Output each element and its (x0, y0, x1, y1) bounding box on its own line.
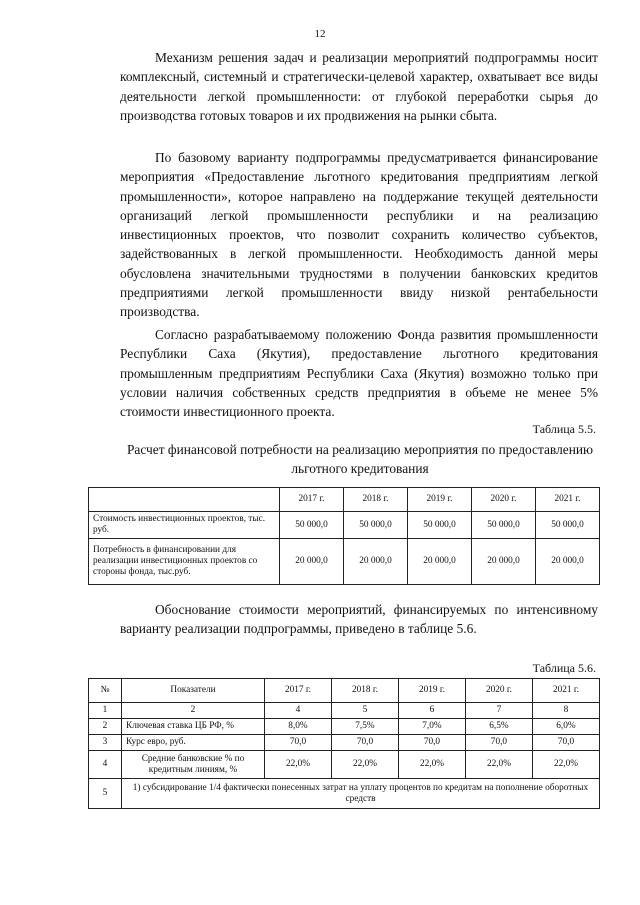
table-cell: 70,0 (532, 735, 599, 751)
table-cell: 6 (398, 703, 465, 719)
page-number: 12 (314, 28, 326, 40)
table-row (89, 512, 600, 539)
table-cell: 50 000,0 (472, 512, 536, 539)
table-row-label: Средние банковские % по кредитным линиям, % (122, 751, 265, 779)
table-cell: 7,0% (398, 719, 465, 735)
table-cell: 2 (122, 703, 265, 719)
table-cell: 7,5% (331, 719, 398, 735)
table-5-6-caption: Таблица 5.6. (532, 661, 596, 675)
table-row-label: Курс евро, руб. (122, 735, 265, 751)
table-cell: 20 000,0 (472, 539, 536, 585)
table-row-label: Стоимость инвестиционных проектов, тыс. руб. (89, 512, 280, 539)
table-cell: 22,0% (398, 751, 465, 779)
table-cell: 50 000,0 (344, 512, 408, 539)
table-cell: 5 (331, 703, 398, 719)
table-row-label: Ключевая ставка ЦБ РФ, % (122, 719, 265, 735)
table-header-year: 2018 г. (344, 488, 408, 512)
table-cell: 8,0% (265, 719, 332, 735)
table-header-year: 2019 г. (398, 679, 465, 703)
table-cell: 70,0 (265, 735, 332, 751)
table-5-6 (88, 678, 600, 809)
table-row (89, 751, 600, 779)
table-cell: 8 (532, 703, 599, 719)
table-header-year: 2018 г. (331, 679, 398, 703)
table-cell: 3 (89, 735, 122, 751)
table-merged-cell: 1) субсидирование 1/4 фактически понесенных затрат на уплату процентов по кредитам на пополнение оборотных средств (122, 779, 600, 809)
table-header-year: 2020 г. (465, 679, 532, 703)
table-cell: 50 000,0 (536, 512, 600, 539)
table-5-5 (88, 487, 600, 585)
table-cell: 20 000,0 (536, 539, 600, 585)
paragraph-fund-regulation: Согласно разрабатываемому положению Фонда развития промышленности Республики Саха (Якутия), предоставление льготного кредитования промышленным предприятиям Республики Саха (Якутия) возможно только при условии наличия собственных средств предприятия в объеме не менее 5% стоимости инвестиционного проекта. (120, 327, 598, 420)
table-cell: 70,0 (465, 735, 532, 751)
table-cell: 4 (265, 703, 332, 719)
table-cell: 20 000,0 (344, 539, 408, 585)
paragraph-mechanism: Механизм решения задач и реализации мероприятий подпрограммы носит комплексный, системный и стратегически-целевой характер, охватывает все виды деятельности легкой промышленности: от глубокой переработки сырья до производства готовых товаров и их продвижения на рынки сбыта. (120, 50, 598, 123)
table-row-label: Потребность в финансировании для реализации инвестиционных проектов со стороны фонда, тыс.руб. (89, 539, 280, 585)
table-cell: 50 000,0 (408, 512, 472, 539)
table-cell: 6,0% (532, 719, 599, 735)
table-header-year: 2020 г. (472, 488, 536, 512)
paragraph-intensive-variant: Обоснование стоимости мероприятий, финансируемых по интенсивному варианту реализации подпрограммы, приведено в таблице 5.6. (120, 602, 598, 637)
table-header-year: 2017 г. (280, 488, 344, 512)
table-5-5-title: Расчет финансовой потребности на реализацию мероприятия по предоставлению льготного кредитования (126, 442, 594, 476)
table-header-year: 2021 г. (532, 679, 599, 703)
table-cell: 20 000,0 (280, 539, 344, 585)
table-cell: 6,5% (465, 719, 532, 735)
table-header-year: 2021 г. (536, 488, 600, 512)
table-cell: 22,0% (331, 751, 398, 779)
table-cell: 22,0% (465, 751, 532, 779)
table-row (89, 679, 600, 703)
table-cell: 2 (89, 719, 122, 735)
table-row (89, 703, 600, 719)
paragraph-base-variant: По базовому варианту подпрограммы предусматривается финансирование мероприятия «Предоставление льготного кредитования предприятиям легкой промышленности», которое направлено на поддержание текущей деятельности организаций легкой промышленности республики и на реализацию инвестиционных проектов, что позволит сохранить количество субъектов, задействованных в легкой промышленности. Необходимость данной меры обусловлена значительными трудностями в получении банковских кредитов предприятиями легкой промышленности ввиду низкой рентабельности производства. (120, 150, 598, 320)
table-cell: 70,0 (331, 735, 398, 751)
table-cell (89, 488, 280, 512)
table-row (89, 539, 600, 585)
table-row (89, 735, 600, 751)
table-header-number: № (89, 679, 122, 703)
table-cell: 7 (465, 703, 532, 719)
table-row (89, 488, 600, 512)
table-5-5-caption: Таблица 5.5. (532, 422, 596, 436)
table-cell: 5 (89, 779, 122, 809)
table-cell: 20 000,0 (408, 539, 472, 585)
table-cell: 22,0% (265, 751, 332, 779)
table-row (89, 779, 600, 809)
table-cell: 22,0% (532, 751, 599, 779)
table-header-year: 2017 г. (265, 679, 332, 703)
table-cell: 50 000,0 (280, 512, 344, 539)
table-cell: 4 (89, 751, 122, 779)
table-header-year: 2019 г. (408, 488, 472, 512)
table-row (89, 719, 600, 735)
table-header-indicator: Показатели (122, 679, 265, 703)
table-cell: 1 (89, 703, 122, 719)
table-cell: 70,0 (398, 735, 465, 751)
